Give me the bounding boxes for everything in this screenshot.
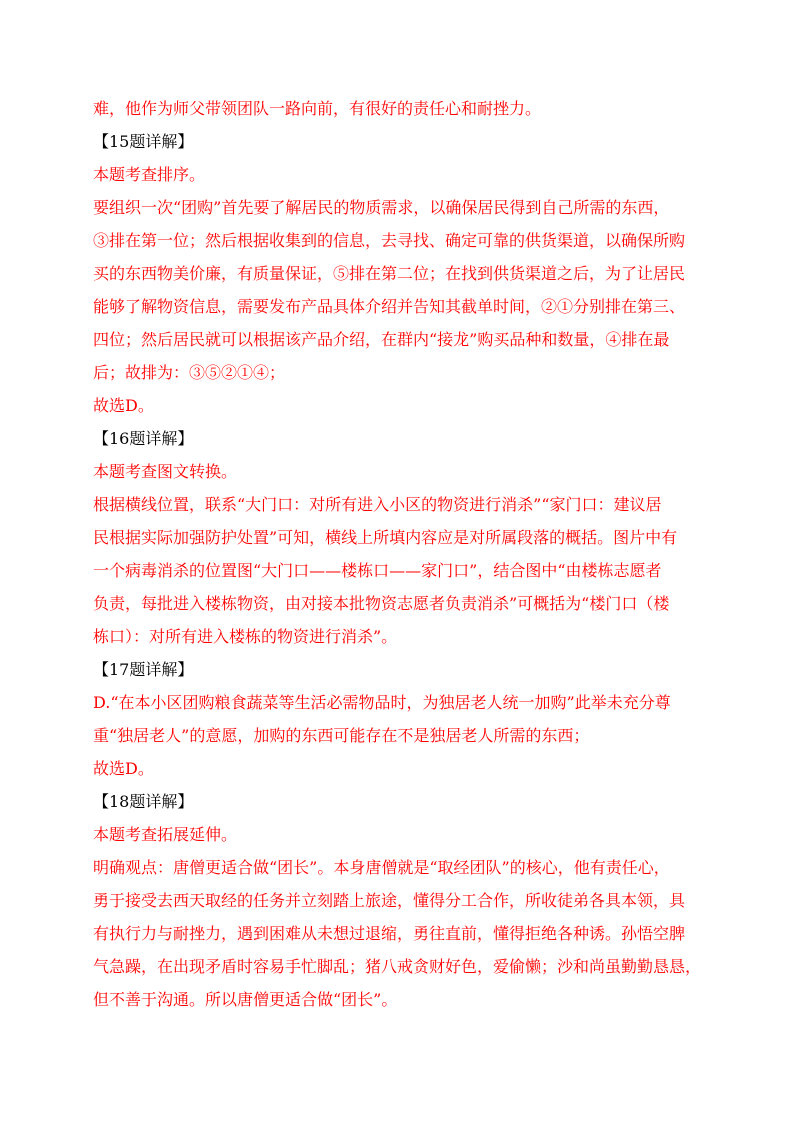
text-line: 但不善于沟通。所以唐僧更适合做“团长”。 <box>93 990 398 1009</box>
text-line: 本题考查图文转换。 <box>93 462 238 481</box>
text-line: 明确观点：唐僧更适合做“团长”。本身唐僧就是“取经团队”的核心，他有责任心， <box>93 858 670 877</box>
text-line: 重“独居老人”的意愿，加购的东西可能存在不是独居老人所需的东西； <box>93 726 590 745</box>
text-line: 要组织一次“团购”首先要了解居民的物质需求，以确保居民得到自己所需的东西， <box>93 198 670 217</box>
text-line: 气急躁，在出现矛盾时容易手忙脚乱；猪八戒贪财好色，爱偷懒；沙和尚虽勤勤恳恳， <box>93 957 702 976</box>
text-line: 四位；然后居民就可以根据该产品介绍，在群内“接龙”购买品种和数量，④排在最 <box>93 330 670 349</box>
section-heading-16: 【16题详解】 <box>93 429 194 448</box>
text-line: D.“在本小区团购粮食蔬菜等生活必需物品时，为独居老人统一加购”此举未充分尊 <box>93 693 671 712</box>
section-heading-15: 【15题详解】 <box>93 132 194 151</box>
text-line: 负责，每批进入楼栋物资，由对接本批物资志愿者负责消杀”可概括为“楼门口（楼 <box>93 594 670 613</box>
text-line: 故选D。 <box>93 396 154 415</box>
section-heading-18: 【18题详解】 <box>93 792 194 811</box>
text-line: 有执行力与耐挫力，遇到困难从未想过退缩，勇往直前，懂得拒绝各种诱。孙悟空脾 <box>93 924 686 943</box>
text-line: 买的东西物美价廉，有质量保证，⑤排在第二位；在找到供货渠道之后，为了让居民 <box>93 264 686 283</box>
text-line: 栋口）：对所有进入楼栋的物资进行消杀”。 <box>93 627 398 646</box>
document-body <box>93 92 713 1016</box>
text-line: 一个病毒消杀的位置图“大门口——楼栋口——家门口”，结合图中“由楼栋志愿者 <box>93 561 662 580</box>
text-line: 本题考查拓展延伸。 <box>93 825 238 844</box>
text-line: 能够了解物资信息，需要发布产品具体介绍并告知其截单时间，②①分别排在第三、 <box>93 297 686 316</box>
text-line: 故选D。 <box>93 759 154 778</box>
text-line: 根据横线位置，联系“大门口：对所有进入小区的物资进行消杀”“家门口：建议居 <box>93 495 662 514</box>
text-line: 后；故排为：③⑤②①④； <box>93 363 286 382</box>
text-line: ③排在第一位；然后根据收集到的信息，去寻找、确定可靠的供货渠道，以确保所购 <box>93 231 686 250</box>
text-line: 民根据实际加强防护处置”可知，横线上所填内容应是对所属段落的概括。图片中有 <box>93 528 678 547</box>
section-heading-17: 【17题详解】 <box>93 660 194 679</box>
text-line: 本题考查排序。 <box>93 165 206 184</box>
text-line: 难，他作为师父带领团队一路向前，有很好的责任心和耐挫力。 <box>93 99 542 118</box>
text-line: 勇于接受去西天取经的任务并立刻踏上旅途，懂得分工合作，所收徒弟各具本领，具 <box>93 891 686 910</box>
